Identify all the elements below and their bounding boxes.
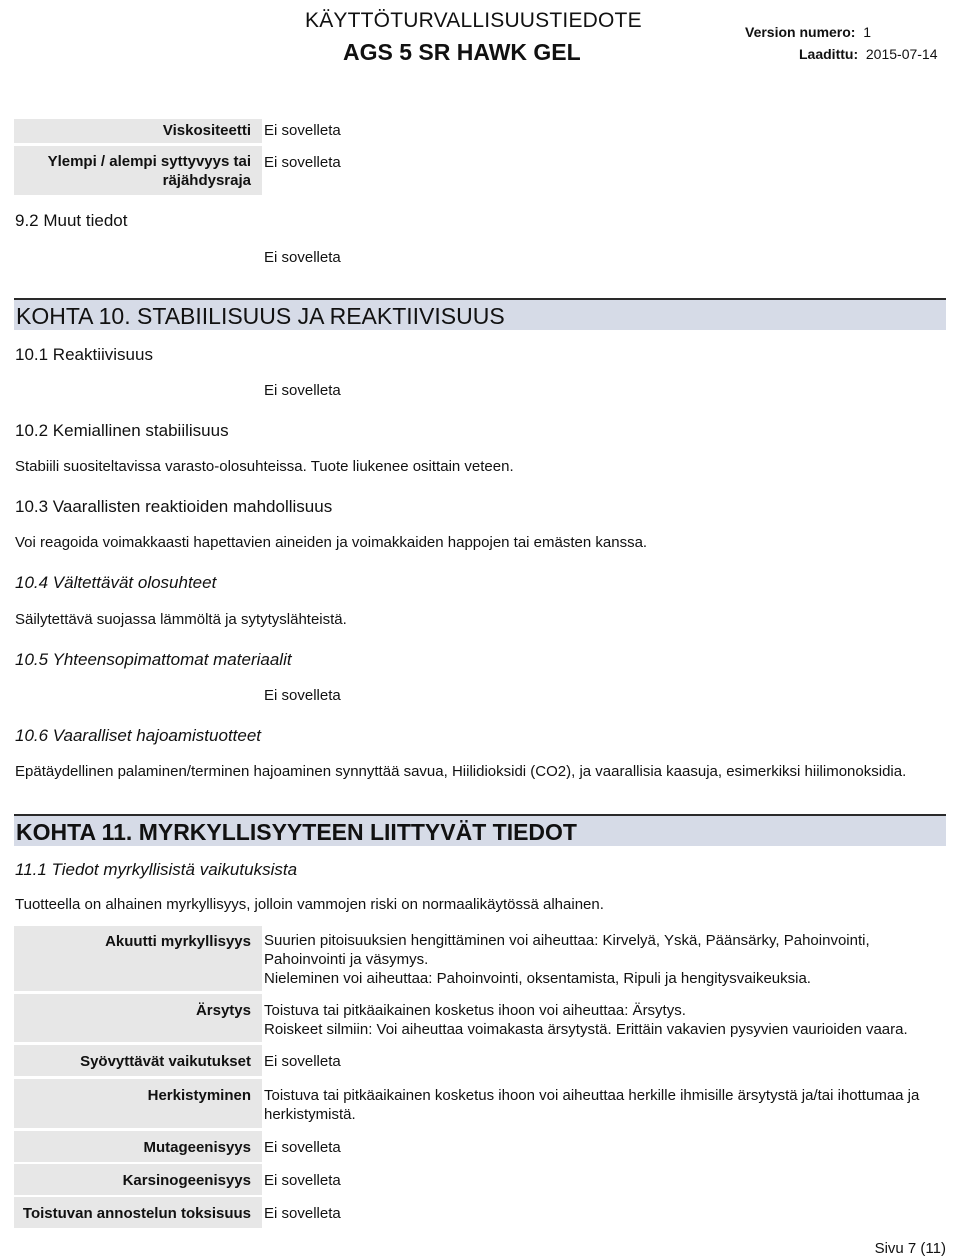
prop-label-viscosity: Viskositeetti <box>14 119 262 143</box>
tox-label-irritation: Ärsytys <box>14 994 262 1042</box>
product-name: AGS 5 SR HAWK GEL <box>343 39 581 65</box>
tox-value-sensitisation <box>264 1086 919 1124</box>
heading-10-6: 10.6 Vaaralliset hajoamistuotteet <box>15 726 262 745</box>
prop-value-explosion-limit: Ei sovelleta <box>264 154 341 171</box>
tox-value-line: Ei sovelleta <box>264 1053 341 1070</box>
text-10-2: Stabiili suositeltavissa varasto-olosuhteissa. Tuote liukenee osittain veteen. <box>15 458 514 475</box>
heading-10-5: 10.5 Yhteensopimattomat materiaalit <box>15 650 292 669</box>
heading-9-2: 9.2 Muut tiedot <box>15 211 128 230</box>
tox-value-carcinogenicity <box>264 1171 341 1190</box>
tox-label-mutagenicity: Mutageenisyys <box>14 1131 262 1162</box>
text-11-1: Tuotteella on alhainen myrkyllisyys, jolloin vammojen riski on normaalikäytössä alhainen. <box>15 896 604 913</box>
heading-10-3: 10.3 Vaarallisten reaktioiden mahdollisuus <box>15 497 333 516</box>
date-value: 2015-07-14 <box>865 46 938 62</box>
tox-value-line: Suurien pitoisuuksien hengittäminen voi aiheuttaa: Kirvelyä, Yskä, Päänsärky, Pahoinvointi, <box>264 932 870 949</box>
date-label: Laadittu: <box>799 46 859 62</box>
heading-10-1: 10.1 Reaktiivisuus <box>15 345 153 364</box>
section-11-header <box>14 814 946 846</box>
version-row <box>745 24 871 40</box>
section-10-title: KOHTA 10. STABIILISUUS JA REAKTIIVISUUS <box>16 303 505 329</box>
section-10-header <box>14 298 946 330</box>
tox-value-line: Toistuva tai pitkäaikainen kosketus ihoon voi aiheuttaa herkille ihmisille ärsytystä ja/tai ihottumaa ja <box>264 1087 920 1104</box>
prop-value-viscosity: Ei sovelleta <box>264 122 341 139</box>
tox-value-line: Pahoinvointi ja väsymys. <box>264 951 429 968</box>
tox-value-line: Ei sovelleta <box>264 1172 341 1189</box>
tox-value-line: Ei sovelleta <box>264 1205 341 1222</box>
text-10-6: Epätäydellinen palaminen/terminen hajoaminen synnyttää savua, Hiilidioksidi (CO2), ja vaarallisia kaasuja, esimerkiksi hiilimonoksidia. <box>15 763 907 780</box>
tox-value-line: Roiskeet silmiin: Voi aiheuttaa voimakasta ärsytystä. Erittäin vakavien pysyvien vaurioiden vaara. <box>264 1021 908 1038</box>
document-title: KÄYTTÖTURVALLISUUSTIEDOTE <box>305 9 642 32</box>
text-10-1: Ei sovelleta <box>264 382 341 399</box>
heading-11-1: 11.1 Tiedot myrkyllisistä vaikutuksista <box>15 860 298 879</box>
version-value: 1 <box>863 24 872 40</box>
heading-10-2: 10.2 Kemiallinen stabiilisuus <box>15 421 229 440</box>
text-10-3: Voi reagoida voimakkaasti hapettavien aineiden ja voimakkaiden happojen tai emästen kanssa. <box>15 534 648 551</box>
tox-value-irritation <box>264 1001 908 1039</box>
page-number: Sivu 7 (11) <box>874 1240 946 1257</box>
text-9-2: Ei sovelleta <box>264 249 341 266</box>
heading-10-4: 10.4 Vältettävät olosuhteet <box>15 573 217 592</box>
tox-label-carcinogenicity: Karsinogeenisyys <box>14 1164 262 1195</box>
tox-label-repeated-dose: Toistuvan annostelun toksisuus <box>14 1197 262 1228</box>
tox-value-repeated-dose <box>264 1204 341 1223</box>
tox-value-line: Toistuva tai pitkäaikainen kosketus ihoon voi aiheuttaa: Ärsytys. <box>264 1002 686 1019</box>
section-11-title: KOHTA 11. MYRKYLLISYYTEEN LIITTYVÄT TIEDOT <box>16 819 577 845</box>
tox-value-line: herkistymistä. <box>264 1106 356 1123</box>
tox-value-acute <box>264 931 870 988</box>
tox-value-corrosive <box>264 1052 341 1071</box>
tox-value-line: Nieleminen voi aiheuttaa: Pahoinvointi, oksentamista, Ripuli ja hengitysvaikeuksia. <box>264 970 811 987</box>
tox-value-line: Ei sovelleta <box>264 1139 341 1156</box>
text-10-4: Säilytettävä suojassa lämmöltä ja sytytyslähteistä. <box>15 611 347 628</box>
tox-label-sensitisation: Herkistyminen <box>14 1079 262 1128</box>
tox-label-corrosive: Syövyttävät vaikutukset <box>14 1045 262 1076</box>
text-10-5: Ei sovelleta <box>264 687 341 704</box>
version-label: Version numero: <box>745 24 856 40</box>
tox-value-mutagenicity <box>264 1138 341 1157</box>
prop-label-explosion-limit: Ylempi / alempi syttyvyys tai räjähdysraja <box>14 146 262 195</box>
date-row <box>799 46 938 62</box>
tox-label-acute: Akuutti myrkyllisyys <box>14 926 262 991</box>
